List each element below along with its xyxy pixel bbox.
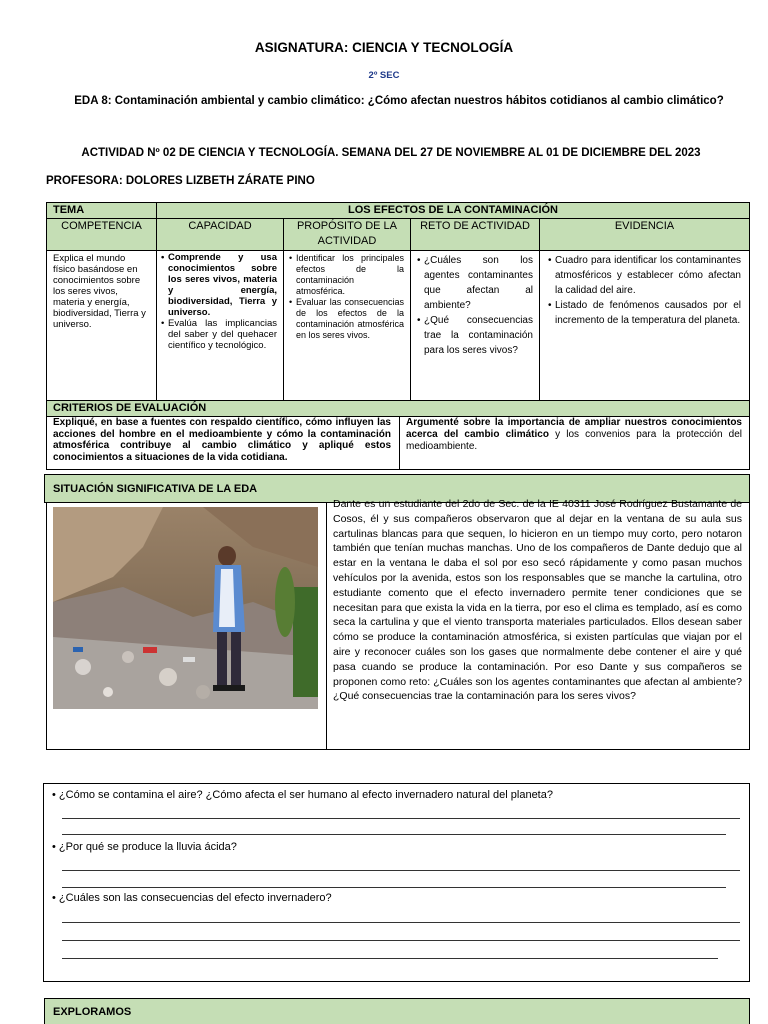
answer-line[interactable] <box>62 818 740 819</box>
capacidad-cell <box>156 250 284 401</box>
teacher-name: PROFESORA: DOLORES LIZBETH ZÁRATE PINO <box>46 175 315 187</box>
proposito-item: • Evaluar las consecuencias de los efectos de la contaminación atmosférica en los seres vivos. <box>289 297 404 341</box>
header-competencia: COMPETENCIA <box>46 218 157 251</box>
criterio-2 <box>399 416 750 470</box>
tema-label: TEMA <box>46 202 157 219</box>
answer-line[interactable] <box>62 922 740 923</box>
header-reto: RETO DE ACTIVIDAD <box>410 218 540 251</box>
question-text: ¿Cuáles son las consecuencias del efecto invernadero? <box>58 892 332 904</box>
grade-label: 2º SEC <box>368 70 400 81</box>
questions-box <box>43 783 750 982</box>
question-text: ¿Cómo se contamina el aire? ¿Cómo afecta el ser humano al efecto invernadero natural del planeta? <box>58 789 553 801</box>
situacion-text: Dante es un estudiante del 2do de Sec. de la IE 40311 José Rodríguez Bustamante de Cosos, él y sus compañeros observaron que al dejar en la ventana de su aula sus cartulinas blancas para que sequen, lo hicieron en un tiempo muy corto, pero notaron también que tenían muchas manchas. Uno de los compañeros de Dante dedujo que al estar en la ventana le daba el sol por eso secó rápidamente y como pasan muchos vehículos por la avenida, estos son los responsables que se manche la cartulina, otro estudiante comento que el efecto invernadero permite tener condiciones que se necesitan para que exista la vida en la tierra, por eso el clima es templado, así es como seca la cartulina y que el viento transporta materiales particulados. Ellos desean saber cómo se produce la contaminación atmosférica, si existen partículas que viajan por el aire y reconocer cuáles son los gases que normalmente debe contener el aire y qué pasa cuando se produce la contaminación. Por eso Dante y sus compañeros se proponen como reto: ¿Cuáles son los agentes contaminantes que afectan al ambiente? ¿Qué consecuencias trae la contaminación para los seres vivos? <box>333 498 742 703</box>
header-evidencia: EVIDENCIA <box>539 218 750 251</box>
evidencia-item: • Cuadro para identificar los contaminantes atmosféricos y establecer cómo afectan la calidad del aire. <box>548 253 741 298</box>
capacidad-item: • Comprende y usa conocimientos sobre los seres vivos, materia y energía, biodiversidad, Tierra y universo. <box>161 252 277 318</box>
evidencia-item: • Listado de fenómenos causados por el incremento de la temperatura del planeta. <box>548 298 741 328</box>
criterio-1-text: Expliqué, en base a fuentes con respaldo científico, cómo influyen las acciones del hombre en el medioambiente y cómo la contaminación atmosférica contribuye al cambio climático y apliqué estos conocimientos a situaciones de la vida cotidiana. <box>53 417 391 463</box>
activity-title: ACTIVIDAD Nº 02 DE CIENCIA Y TECNOLOGÍA. SEMANA DEL 27 DE NOVIEMBRE AL 01 DE DICIEMBRE DEL 2023 <box>81 147 701 159</box>
answer-line[interactable] <box>62 870 740 871</box>
criterio-1 <box>46 416 400 470</box>
answer-line[interactable] <box>62 834 726 835</box>
criterio-2-rest: y los convenios para la protección del medioambiente. <box>406 429 743 452</box>
reto-item: • ¿Qué consecuencias trae la contaminación para los seres vivos? <box>417 313 533 358</box>
header-capacidad: CAPACIDAD <box>156 218 284 251</box>
eda-title: EDA 8: Contaminación ambiental y cambio climático: ¿Cómo afectan nuestros hábitos cotidianos al cambio climático? <box>74 95 724 107</box>
question-item: • ¿Por qué se produce la lluvia ácida? <box>52 841 237 853</box>
competencia-cell <box>46 250 157 401</box>
question-item: • ¿Cuáles son las consecuencias del efecto invernadero? <box>52 892 332 904</box>
header-proposito: PROPÓSITO DE LA ACTIVIDAD <box>283 218 411 251</box>
situacion-label: SITUACIÓN SIGNIFICATIVA DE LA EDA <box>44 474 750 503</box>
exploramos-label: EXPLORAMOS <box>44 998 750 1024</box>
tema-value: LOS EFECTOS DE LA CONTAMINACIÓN <box>156 202 750 219</box>
situacion-photo <box>53 507 318 709</box>
evidencia-cell <box>539 250 750 401</box>
answer-line[interactable] <box>62 887 726 888</box>
answer-line[interactable] <box>62 940 740 941</box>
proposito-cell <box>283 250 411 401</box>
capacidad-item: • Evalúa las implicancias del saber y del quehacer científico y tecnológico. <box>161 318 277 351</box>
question-text: ¿Por qué se produce la lluvia ácida? <box>58 841 237 853</box>
question-item: • ¿Cómo se contamina el aire? ¿Cómo afecta el ser humano al efecto invernadero natural del planeta? <box>52 789 553 801</box>
criterio-2-bold: Argumenté sobre la importancia de ampliar nuestros conocimientos acerca del cambio climático <box>406 417 742 440</box>
answer-line[interactable] <box>62 958 718 959</box>
subject-title: ASIGNATURA: CIENCIA Y TECNOLOGÍA <box>254 40 514 55</box>
reto-item: • ¿Cuáles son los agentes contaminantes que afectan al ambiente? <box>417 253 533 313</box>
criterios-label: CRITERIOS DE EVALUACIÓN <box>46 400 750 417</box>
landfill-photo <box>53 507 318 709</box>
reto-cell <box>410 250 540 401</box>
proposito-item: • Identificar los principales efectos de la contaminación atmosférica. <box>289 253 404 297</box>
competencia-text: Explica el mundo físico basándose en conocimientos sobre los seres vivos, materia y energía, biodiversidad, Tierra y universo. <box>53 253 146 330</box>
